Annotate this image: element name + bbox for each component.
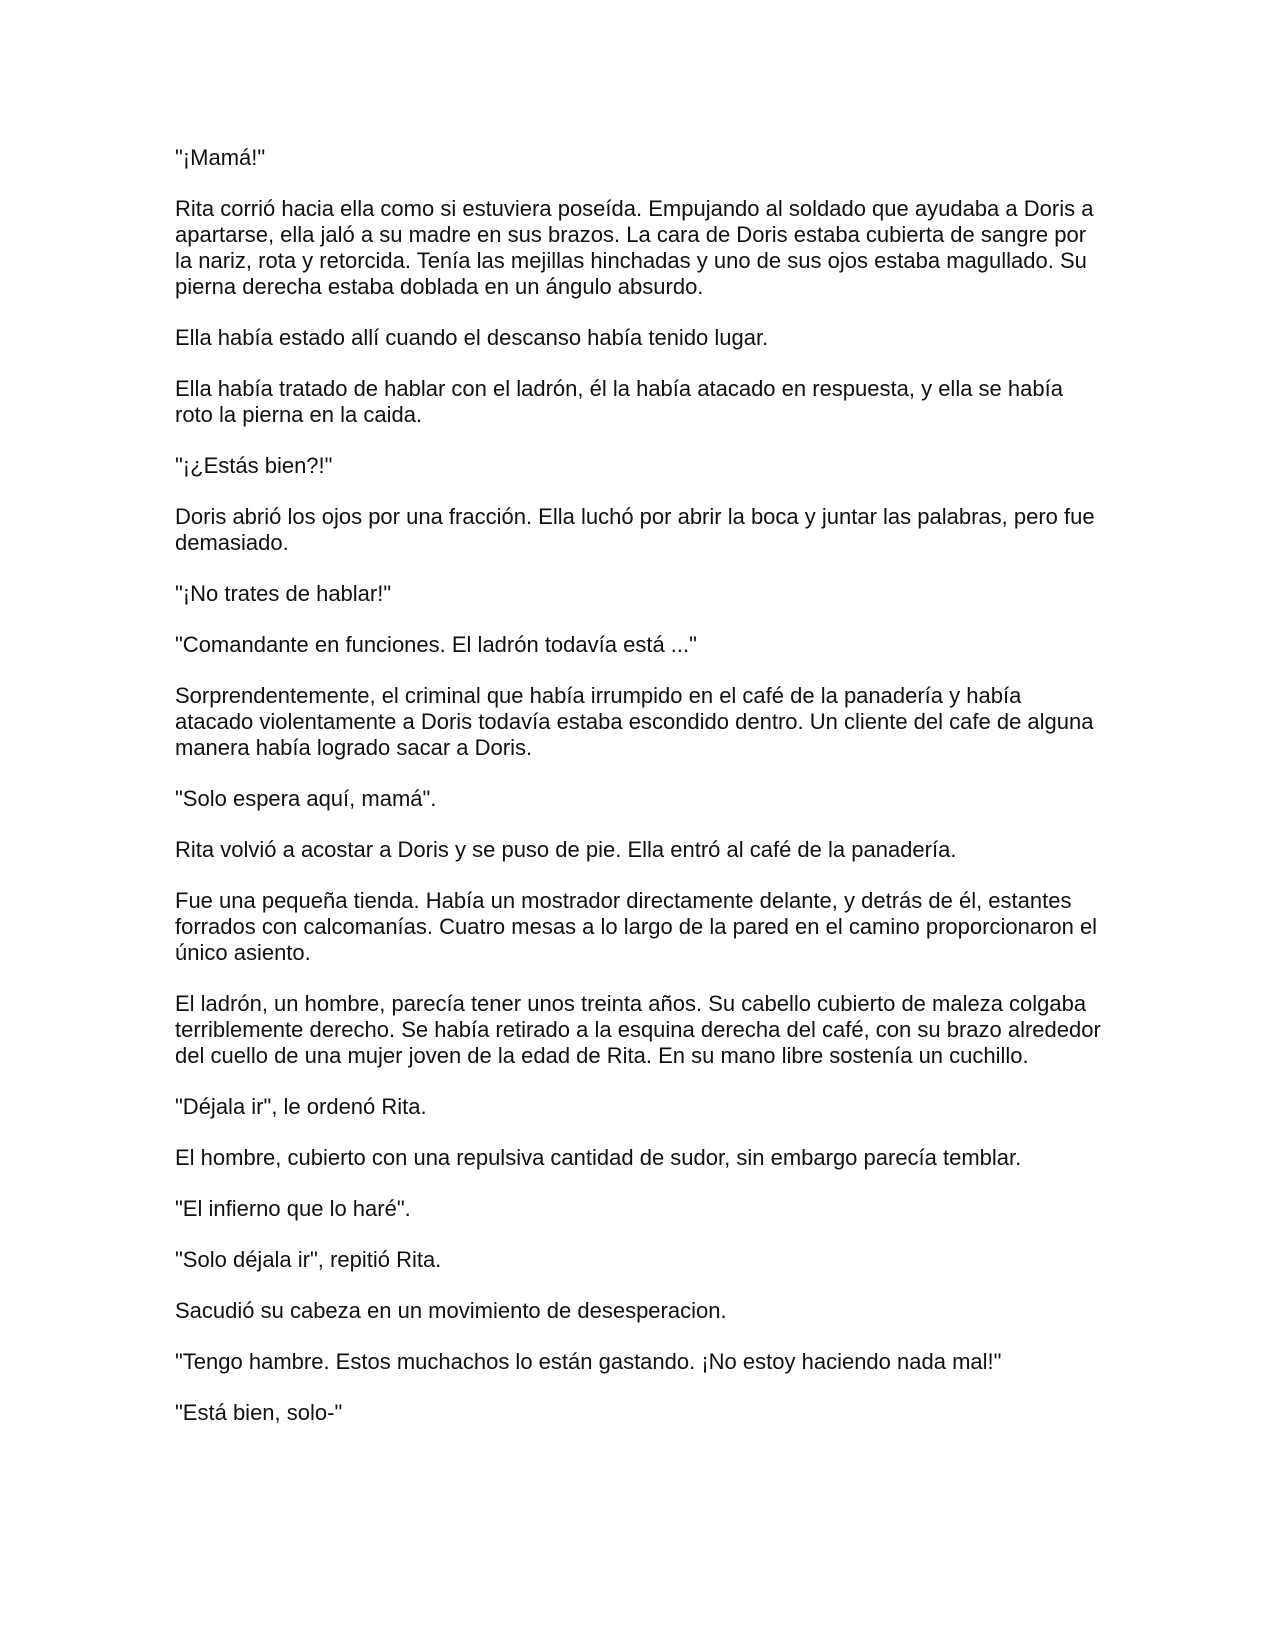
document-body: [175, 145, 1105, 1451]
paragraph-8: "Comandante en funciones. El ladrón todavía está ...": [175, 632, 697, 657]
paragraph-1: "¡Mamá!": [175, 145, 266, 170]
paragraph-7: "¡No trates de hablar!": [175, 581, 392, 606]
paragraph-2: Rita corrió hacia ella como si estuviera poseída. Empujando al soldado que ayudaba a Doris a apartarse, ella jaló a su madre en sus brazos. La cara de Doris estaba cubierta de sangre por la nariz, rota y retorcida. Tenía las mejillas hinchadas y uno de sus ojos estaba magullado. Su pierna derecha estaba doblada en un ángulo absurdo.: [175, 196, 1094, 299]
paragraph-15: El hombre, cubierto con una repulsiva cantidad de sudor, sin embargo parecía temblar.: [175, 1145, 1022, 1170]
paragraph-14: "Déjala ir", le ordenó Rita.: [175, 1094, 427, 1119]
paragraph-18: Sacudió su cabeza en un movimiento de desesperacion.: [175, 1298, 727, 1323]
paragraph-17: "Solo déjala ir", repitió Rita.: [175, 1247, 442, 1272]
paragraph-11: Rita volvió a acostar a Doris y se puso de pie. Ella entró al café de la panadería.: [175, 837, 957, 862]
paragraph-12: Fue una pequeña tienda. Había un mostrador directamente delante, y detrás de él, estantes forrados con calcomanías. Cuatro mesas a lo largo de la pared en el camino proporcionaron el único asiento.: [175, 888, 1098, 965]
paragraph-13: El ladrón, un hombre, parecía tener unos treinta años. Su cabello cubierto de maleza colgaba terriblemente derecho. Se había retirado a la esquina derecha del café, con su brazo alrededor del cuello de una mujer joven de la edad de Rita. En su mano libre sostenía un cuchillo.: [175, 991, 1101, 1068]
paragraph-6: Doris abrió los ojos por una fracción. Ella luchó por abrir la boca y juntar las palabras, pero fue demasiado.: [175, 504, 1095, 555]
paragraph-16: "El infierno que lo haré".: [175, 1196, 411, 1221]
paragraph-9: Sorprendentemente, el criminal que había irrumpido en el café de la panadería y había atacado violentamente a Doris todavía estaba escondido dentro. Un cliente del cafe de alguna manera había logrado sacar a Doris.: [175, 683, 1094, 760]
paragraph-10: "Solo espera aquí, mamá".: [175, 786, 437, 811]
paragraph-19: "Tengo hambre. Estos muchachos lo están gastando. ¡No estoy haciendo nada mal!": [175, 1349, 1002, 1374]
paragraph-20: "Está bien, solo-": [175, 1400, 343, 1425]
paragraph-5: "¡¿Estás bien?!": [175, 453, 333, 478]
paragraph-3: Ella había estado allí cuando el descanso había tenido lugar.: [175, 325, 769, 350]
paragraph-4: Ella había tratado de hablar con el ladrón, él la había atacado en respuesta, y ella se había roto la pierna en la caida.: [175, 376, 1063, 427]
